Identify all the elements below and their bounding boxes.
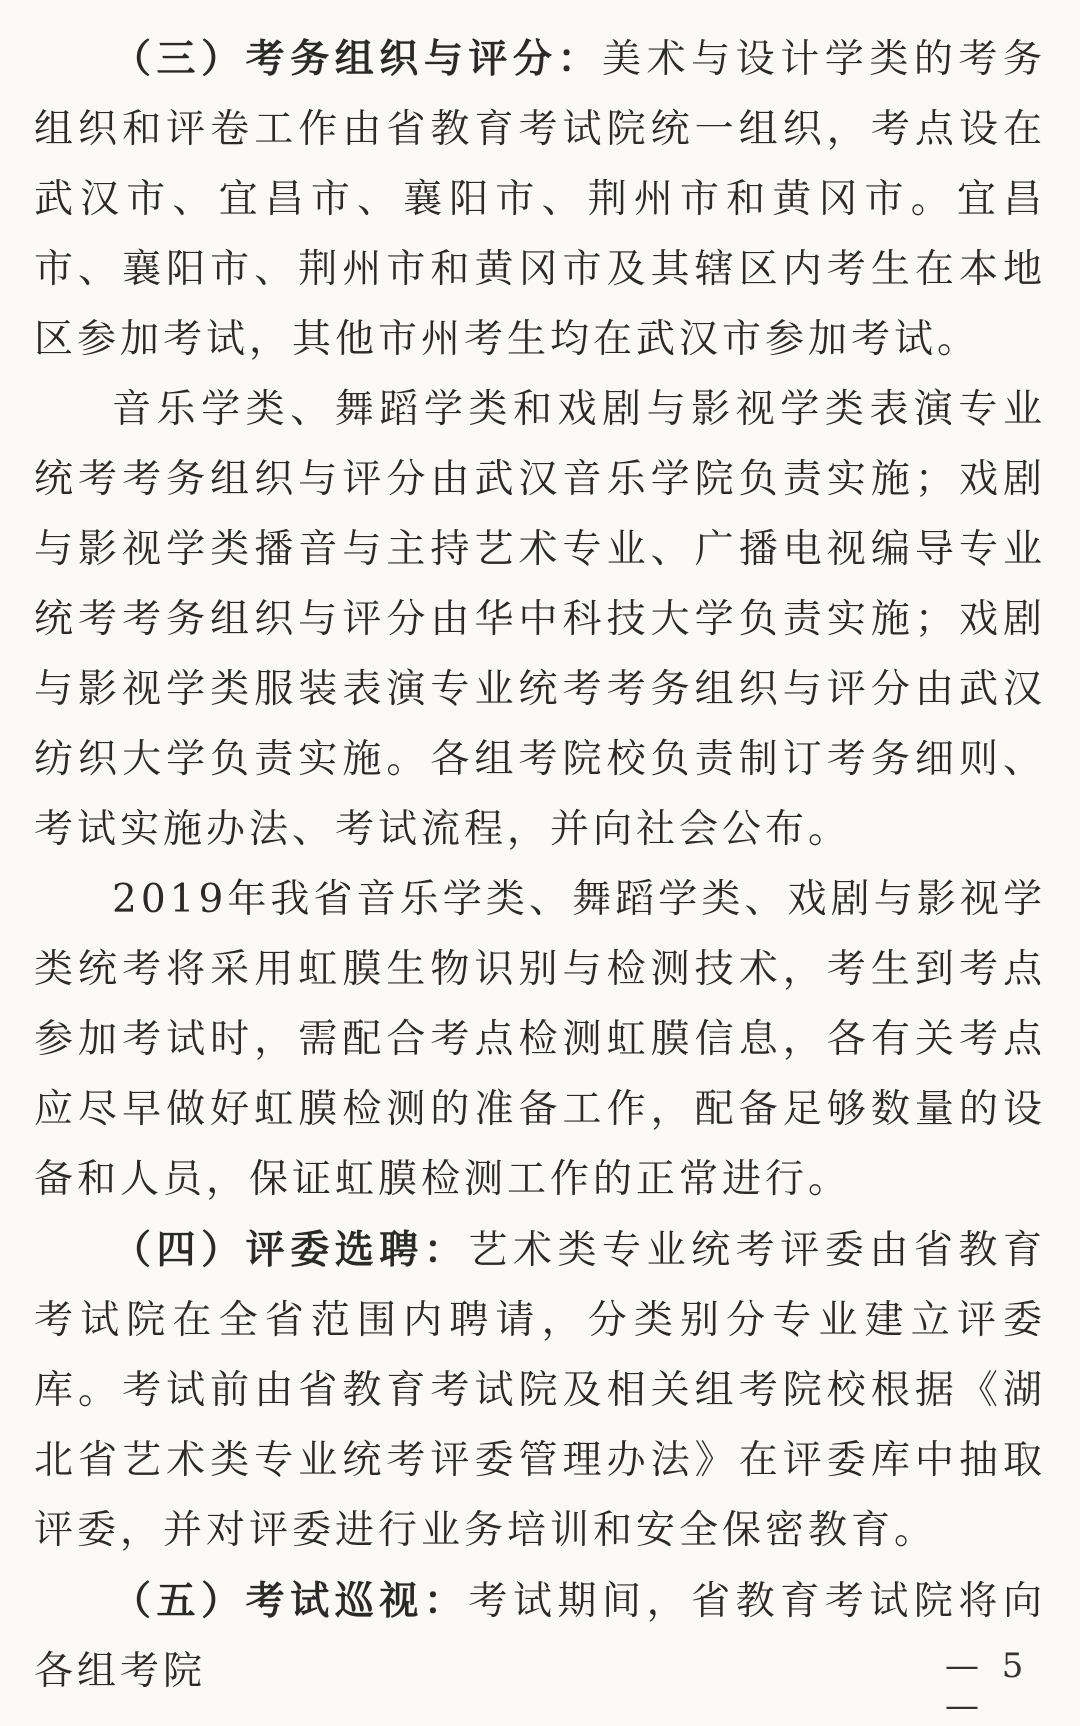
document-body: [34, 24, 1046, 1707]
paragraph-iris-detection: [34, 865, 1046, 1215]
paragraph-exam-inspection: [34, 1566, 1046, 1707]
paragraph-music-dance-drama: [34, 375, 1046, 865]
paragraph-text: 音乐学类、舞蹈学类和戏剧与影视学类表演专业统考考务组织与评分由武汉音乐学院负责实施；戏剧与影视学类播音与主持艺术专业、广播电视编导专业统考考务组织与评分由华中科技大学负责实施；戏剧与影视学类服装表演专业统考考务组织与评分由武汉纺织大学负责实施。各组考院校负责制订考务细则、考试实施办法、考试流程，并向社会公布。: [34, 387, 1046, 852]
paragraph-judge-selection: [34, 1215, 1046, 1566]
paragraph-text: 考试期间，省教育考试院将向各组考院: [34, 1579, 1046, 1694]
section-heading-four: （四）评委选聘：: [112, 1227, 469, 1273]
paragraph-text: 美术与设计学类的考务组织和评卷工作由省教育考试院统一组织，考点设在武汉市、宜昌市、襄阳市、荆州市和黄冈市。宜昌市、襄阳市、荆州市和黄冈市及其辖区内考生在本地区参加考试，其他市州考生均在武汉市参加考试。: [34, 37, 1046, 362]
paragraph-text: 2019年我省音乐学类、舞蹈学类、戏剧与影视学类统考将采用虹膜生物识别与检测技术，考生到考点参加考试时，需配合考点检测虹膜信息，各有关考点应尽早做好虹膜检测的准备工作，配备足够数量的设备和人员，保证虹膜检测工作的正常进行。: [34, 877, 1046, 1202]
page-number: — 5 —: [945, 1646, 1030, 1726]
paragraph-exam-organization: [34, 24, 1046, 375]
section-heading-five: （五）考试巡视：: [112, 1578, 469, 1624]
section-heading-three: （三）考务组织与评分：: [112, 36, 603, 82]
paragraph-text: 艺术类专业统考评委由省教育考试院在全省范围内聘请，分类别分专业建立评委库。考试前由省教育考试院及相关组考院校根据《湖北省艺术类专业统考评委管理办法》在评委库中抽取评委，并对评委进行业务培训和安全保密教育。: [34, 1228, 1046, 1553]
